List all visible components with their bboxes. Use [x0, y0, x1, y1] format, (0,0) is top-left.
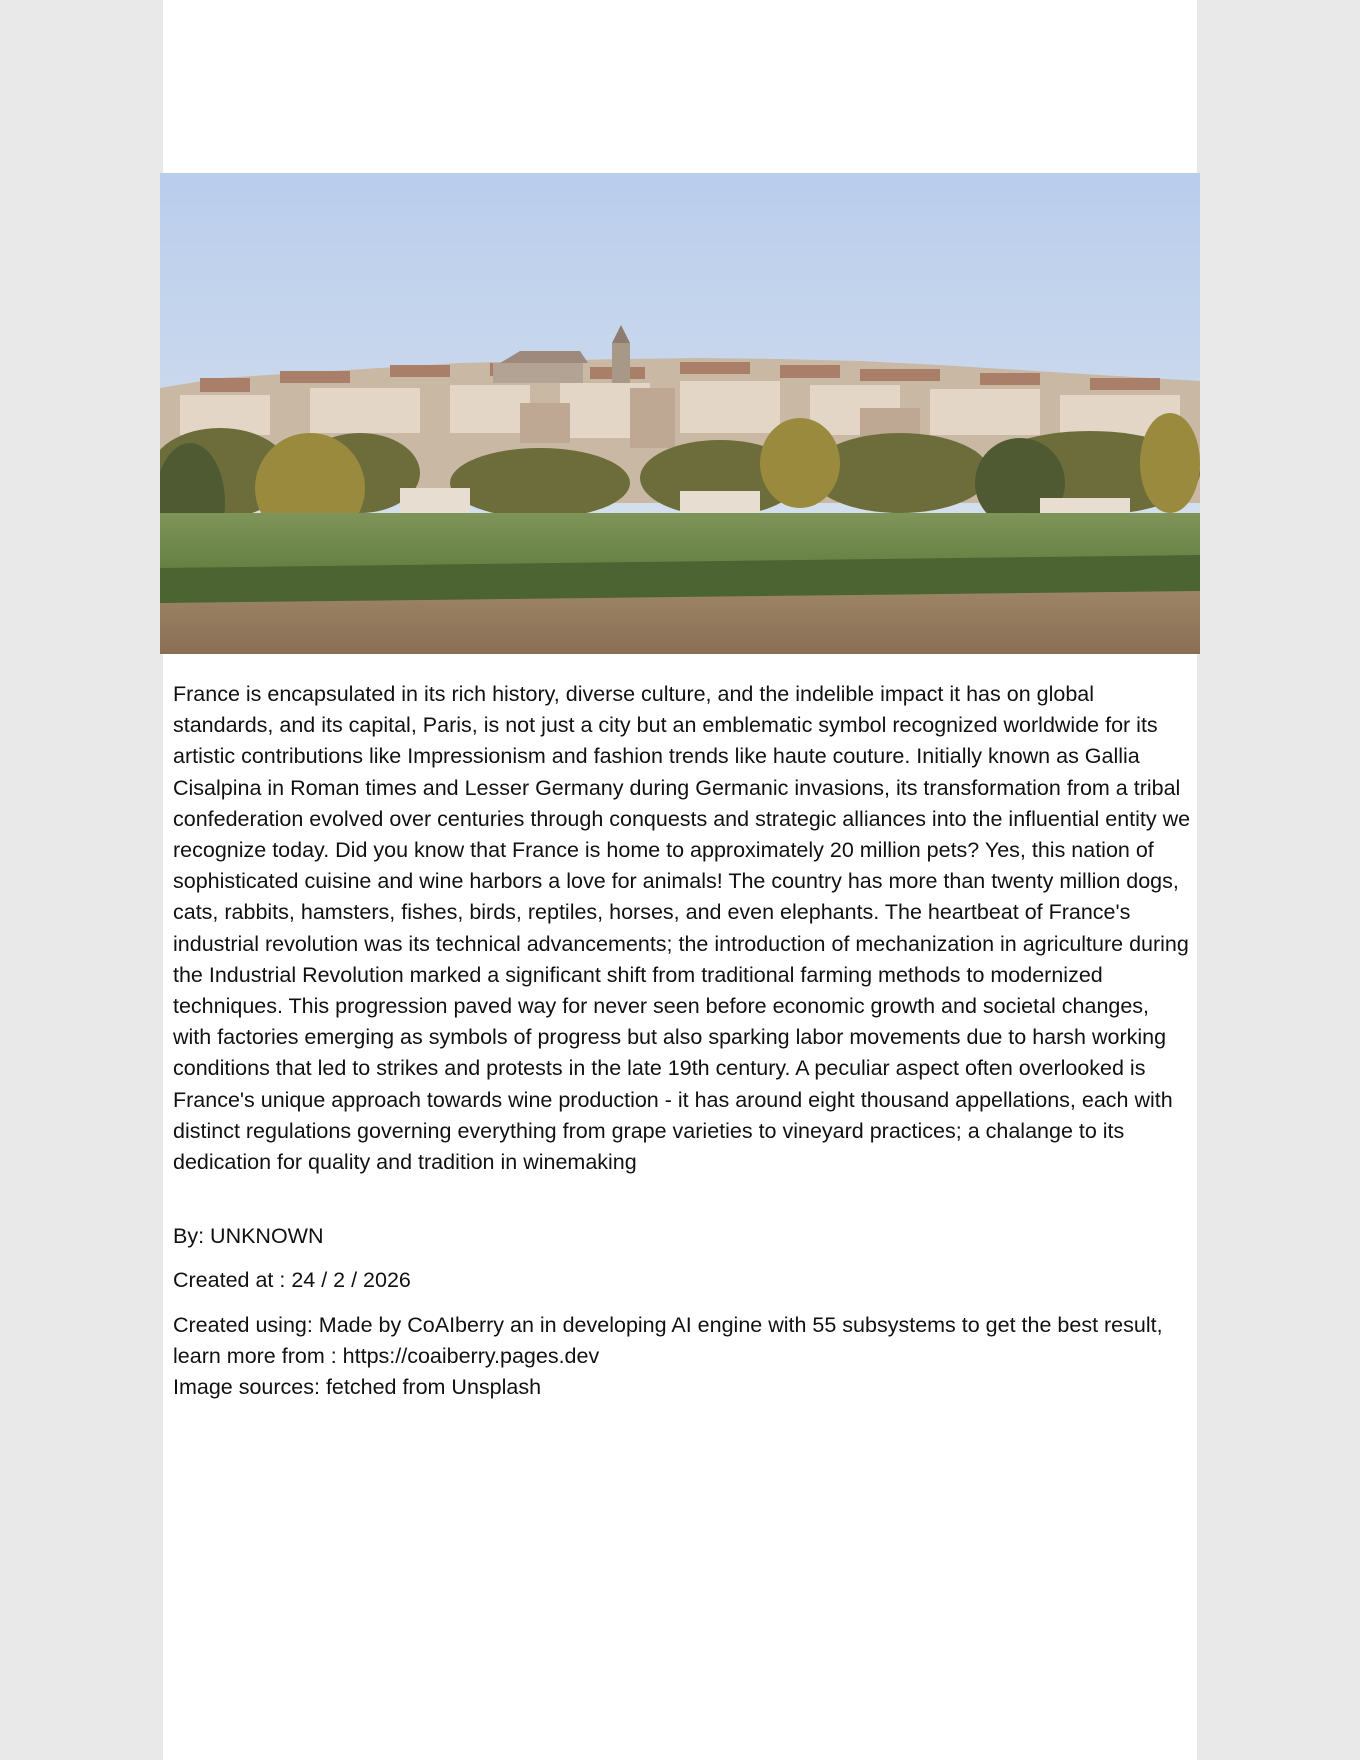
created-using-line: Created using: Made by CoAIberry an in developing AI engine with 55 subsystems to get the best result, learn more from : https://coaiberry.pages.dev: [173, 1313, 1163, 1368]
landscape-photo-icon: [160, 173, 1200, 654]
hero-image: [160, 173, 1200, 654]
author-line: By: UNKNOWN: [173, 1224, 324, 1248]
image-sources-line: Image sources: fetched from Unsplash: [173, 1375, 542, 1399]
article-body: France is encapsulated in its rich history, diverse culture, and the indelible impact it has on global standards, and its capital, Paris, is not just a city but an emblematic symbol recognized worldwide for its artistic contributions like Impressionism and fashion trends like haute couture. Initially known as Gallia Cisalpina in Roman times and Lesser Germany during Germanic invasions, its transformation from a tribal confederation evolved over centuries through conquests and strategic alliances into the influential entity we recognize today. Did you know that France is home to approximately 20 million pets? Yes, this nation of sophisticated cuisine and wine harbors a love for animals! The country has more than twenty million dogs, cats, rabbits, hamsters, fishes, birds, reptiles, horses, and even elephants. The heartbeat of France's industrial revolution was its technical advancements; the introduction of mechanization in agriculture during the Industrial Revolution marked a significant shift from traditional farming methods to modernized techniques. This progression paved way for never seen before economic growth and societal changes, with factories emerging as symbols of progress but also sparking labor movements due to harsh working conditions that led to strikes and protests in the late 19th century. A peculiar aspect often overlooked is France's unique approach towards wine production - it has around eight thousand appellations, each with distinct regulations governing everything from grape varieties to vineyard practices; a chalange to its dedication for quality and tradition in winemaking: [173, 682, 1191, 1175]
created-at-line: Created at : 24 / 2 / 2026: [173, 1268, 411, 1292]
document-page: [163, 0, 1197, 1760]
